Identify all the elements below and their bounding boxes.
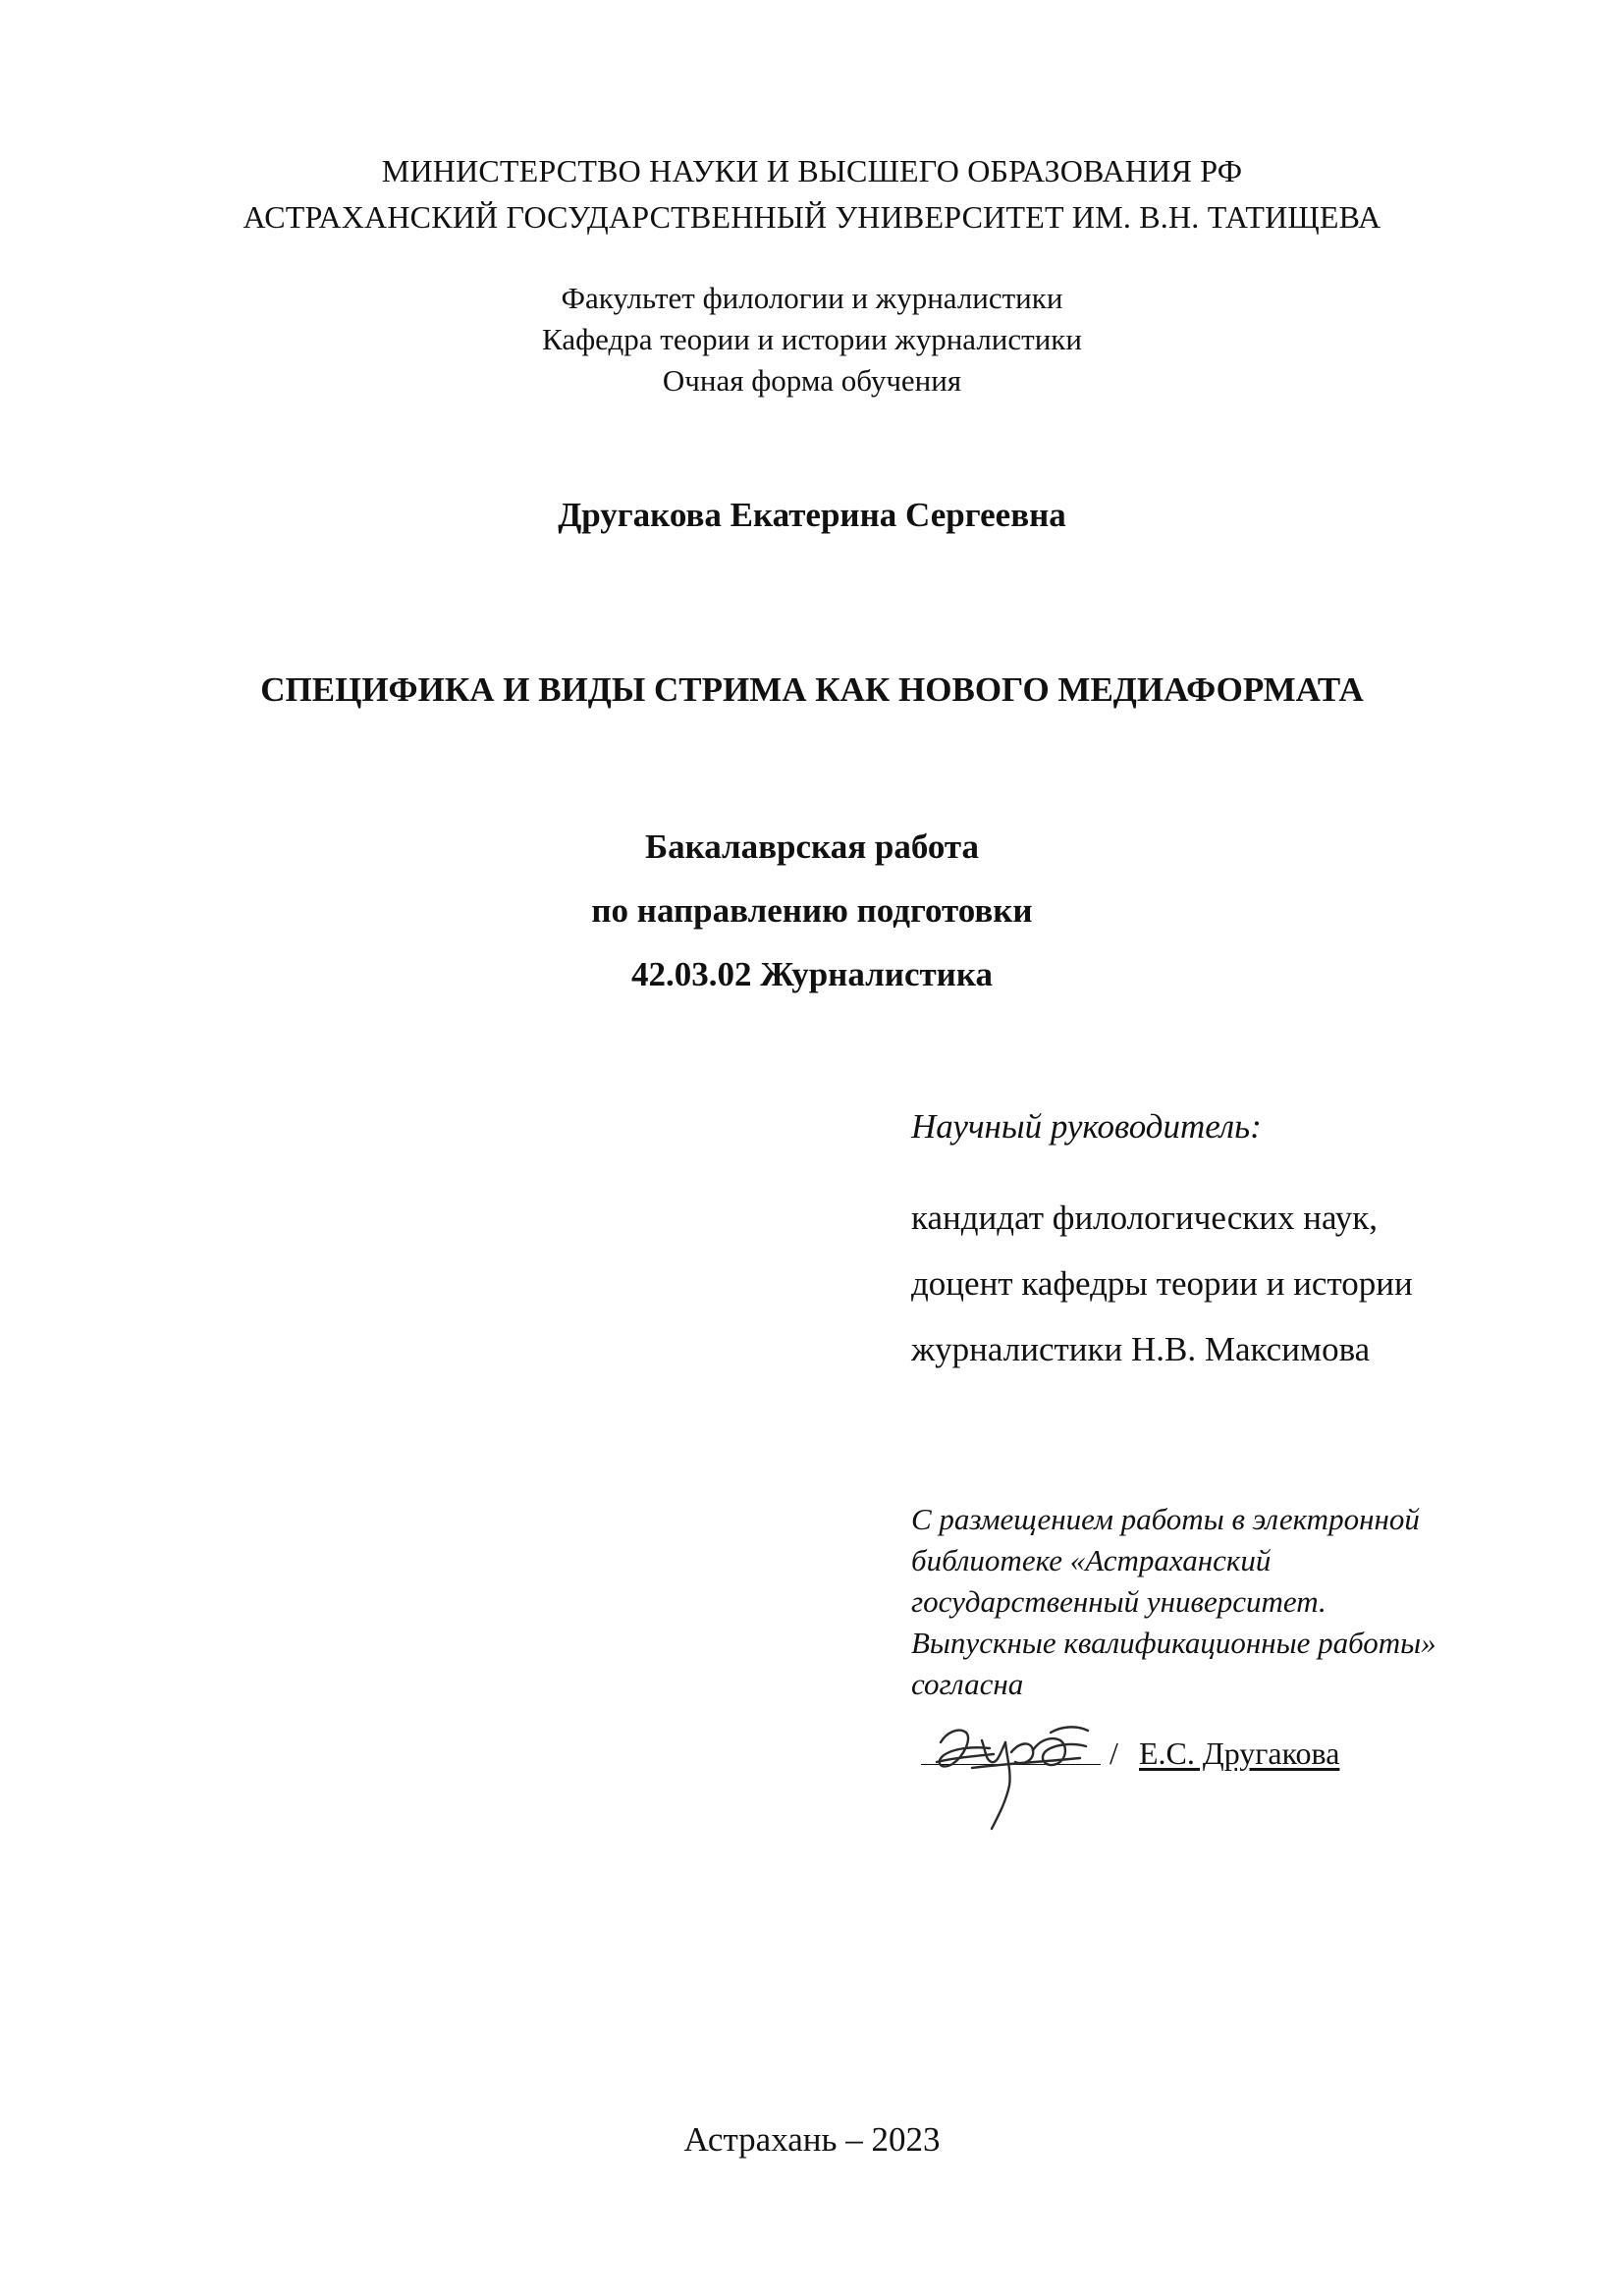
work-program: 42.03.02 Журналистика — [631, 955, 993, 993]
university-line: АСТРАХАНСКИЙ ГОСУДАРСТВЕННЫЙ УНИВЕРСИТЕТ ИМ. В.Н. ТАТИЩЕВА — [243, 199, 1381, 235]
handwritten-signature — [913, 1703, 1119, 1836]
signature-separator: / — [1110, 1735, 1118, 1771]
faculty-line: Факультет филологии и журналистики — [561, 281, 1063, 315]
city-year: Астрахань – 2023 — [683, 2120, 941, 2159]
advisor-heading: Научный руководитель: — [911, 1107, 1262, 1146]
advisor-line-3: журналистики Н.В. Максимова — [911, 1330, 1371, 1368]
work-direction: по направлению подготовки — [591, 891, 1033, 930]
author-name: Другакова Екатерина Сергеевна — [558, 496, 1066, 534]
signer-name: Е.С. Другакова — [1139, 1735, 1340, 1771]
consent-line-5: согласна — [911, 1667, 1024, 1701]
consent-line-1: С размещением работы в электронной — [911, 1502, 1420, 1536]
consent-line-2: библиотеке «Астраханский — [911, 1543, 1272, 1577]
advisor-line-1: кандидат филологических наук, — [911, 1199, 1378, 1237]
consent-line-4: Выпускные квалификационные работы» — [911, 1626, 1436, 1660]
ministry-line: МИНИСТЕРСТВО НАУКИ И ВЫСШЕГО ОБРАЗОВАНИЯ РФ — [381, 153, 1243, 188]
department-line: Кафедра теории и истории журналистики — [542, 322, 1082, 356]
study-form-line: Очная форма обучения — [662, 363, 962, 398]
advisor-line-2: доцент кафедры теории и истории — [911, 1264, 1413, 1303]
consent-line-3: государственный университет. — [911, 1584, 1326, 1619]
thesis-title: СПЕЦИФИКА И ВИДЫ СТРИМА КАК НОВОГО МЕДИАФОРМАТА — [260, 670, 1364, 709]
work-type: Бакалаврская работа — [644, 828, 980, 866]
